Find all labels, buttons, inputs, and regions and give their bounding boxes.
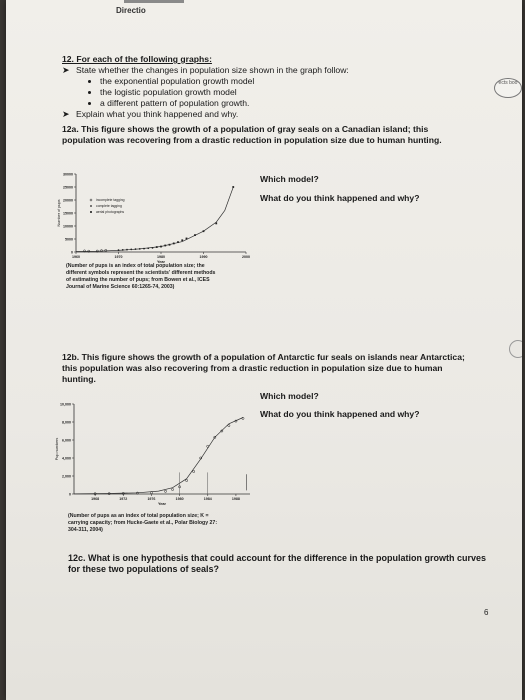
data-point [232, 186, 234, 188]
y-tick-label: 0 [71, 250, 73, 255]
margin-tab [494, 78, 522, 98]
list-item: • the logistic population growth model [100, 87, 349, 98]
x-tick-label: 1990 [199, 255, 208, 259]
data-point [152, 247, 154, 249]
what-happened-12b: What do you think happened and why? [260, 409, 420, 419]
data-point [228, 425, 230, 427]
question-12c-prompt: 12c. What is one hypothesis that could account for the difference in the population growth curves for these two populations of seals? [68, 553, 487, 574]
question-12-title: 12. For each of the following graphs: [62, 54, 212, 64]
arrow-icon: ➤ [62, 109, 70, 119]
y-tick-label: 4,000 [62, 456, 71, 461]
y-tick-label: 25000 [63, 185, 73, 190]
caption-line: (Number of pups is an index of total population size; the [66, 263, 205, 269]
data-point [147, 247, 149, 249]
caption-line: of estimating the number of pups; from Bowen et al., ICES [66, 277, 210, 283]
caption-12b [68, 513, 217, 534]
data-point [171, 488, 173, 490]
x-tick-label: 1972 [119, 497, 128, 501]
data-point [215, 223, 217, 225]
data-point [193, 470, 195, 472]
legend-marker [90, 205, 92, 207]
x-tick-label: 1970 [114, 255, 123, 259]
y-tick-label: 10,000 [60, 402, 71, 407]
page-header [116, 6, 146, 15]
data-point [143, 248, 145, 250]
growth-curve [74, 418, 243, 494]
growth-curve [76, 187, 233, 252]
x-axis-label: Year [157, 502, 167, 506]
x-tick-label: 1980 [175, 497, 184, 501]
x-tick-label: 2000 [242, 255, 250, 259]
caption-line: 304-311, 2004) [68, 527, 103, 533]
explain-row [62, 109, 349, 120]
y-tick-label: 2,000 [62, 474, 71, 479]
list-item: • the exponential population growth model [100, 76, 349, 87]
x-axis-label: Year [156, 260, 166, 264]
explain-text: Explain what you think happened and why. [76, 109, 239, 119]
data-point [186, 238, 188, 240]
data-point [173, 243, 175, 245]
y-tick-label: 20000 [63, 198, 73, 203]
y-tick-label: 6,000 [62, 438, 71, 443]
caption-line: carrying capacity; from Hucke-Gaete et al., Polar Biology 27: [68, 520, 218, 526]
legend-label: incomplete tagging [96, 198, 125, 202]
data-point [186, 479, 188, 481]
instruction-text: State whether the changes in population size shown in the graph follow: [76, 65, 349, 75]
data-point [130, 249, 132, 251]
x-tick-label: 1976 [147, 497, 156, 501]
what-happened-12a: What do you think happened and why? [260, 193, 420, 203]
data-point [181, 239, 183, 241]
y-axis-label: Pup numbers [55, 437, 59, 461]
y-tick-label: 8,000 [62, 420, 71, 425]
binder-hole [509, 340, 522, 358]
y-tick-label: 15000 [63, 211, 73, 216]
model-list [62, 76, 349, 109]
y-axis-label: Number of pups [57, 199, 61, 227]
legend-marker [90, 211, 92, 213]
x-tick-label: 1968 [91, 497, 100, 501]
instruction-row [62, 65, 349, 76]
data-point [169, 244, 171, 246]
y-tick-label: 10000 [63, 224, 73, 229]
data-point [160, 246, 162, 248]
caption-line: Journal of Marine Science 60:1265-74, 2003) [66, 284, 175, 290]
fur-seal-chart [54, 398, 254, 508]
data-point [118, 249, 120, 251]
y-tick-label: 30000 [63, 172, 73, 177]
data-point [194, 234, 196, 236]
data-point [177, 241, 179, 243]
header-text: Directio [116, 6, 146, 15]
x-tick-label: 1960 [72, 255, 80, 259]
caption-12a [66, 263, 215, 291]
data-point [164, 490, 166, 492]
data-point [164, 245, 166, 247]
y-tick-label: 0 [69, 492, 71, 497]
page-number: 6 [484, 608, 489, 617]
question-12 [62, 54, 349, 120]
question-12a-prompt: 12a. This figure shows the growth of a population of gray seals on a Canadian island; this population was recovering from a drastic reduction in population size due to human hunting. [62, 124, 442, 145]
x-tick-label: 1988 [231, 497, 240, 501]
question-12b-prompt: 12b. This figure shows the growth of a population of Antarctic fur seals on islands near Antarctica; this population was also recovering from a drastic reduction in population size due to human hunting. [62, 352, 465, 384]
data-point [126, 249, 128, 251]
arrow-icon: ➤ [62, 65, 70, 75]
data-point [135, 248, 137, 250]
worksheet-page [6, 0, 522, 700]
data-point [156, 246, 158, 248]
margin-tab-text: ects boo [498, 80, 518, 86]
x-tick-label: 1980 [157, 255, 165, 259]
header-strip [124, 0, 184, 3]
gray-seal-chart [54, 170, 254, 270]
data-point [139, 248, 141, 250]
legend-marker [90, 199, 92, 201]
y-tick-label: 5000 [65, 237, 73, 242]
which-model-12a: Which model? [260, 174, 319, 184]
data-point [203, 230, 205, 232]
caption-line: different symbols represent the scientists' different methods [66, 270, 216, 276]
legend-label: complete tagging [96, 204, 122, 208]
legend-label: aerial photographs [96, 210, 125, 214]
data-point [122, 249, 124, 251]
caption-line: (Number of pups as an index of total population size; K = [68, 513, 209, 519]
which-model-12b: Which model? [260, 391, 319, 401]
list-item: • a different pattern of population growth. [100, 98, 349, 109]
x-tick-label: 1984 [203, 497, 212, 501]
